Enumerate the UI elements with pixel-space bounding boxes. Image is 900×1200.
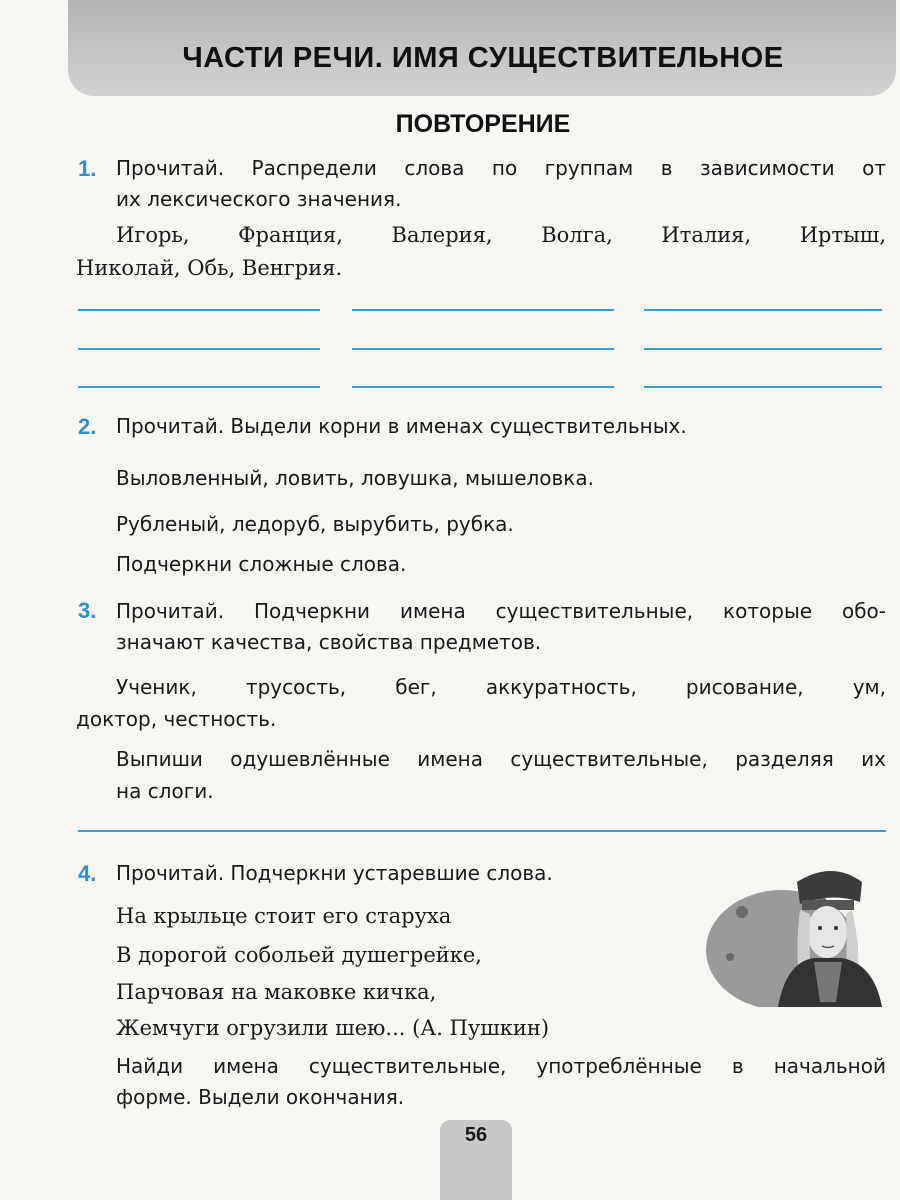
- answer-line: [78, 348, 320, 350]
- exercise-2-number: 2.: [78, 414, 97, 439]
- answer-line: [644, 386, 882, 388]
- exercise-3-instruction-cont: значают качества, свойства предметов.: [116, 630, 542, 654]
- exercise-2-words-1: Выловленный, ловить, ловушка, мышеловка.: [116, 466, 594, 490]
- exercise-1-words: Игорь, Франция, Валерия, Волга, Италия, Иртыш,: [116, 223, 886, 247]
- page-number: 56: [464, 1124, 488, 1146]
- exercise-3-words: Ученик, трусость, бег, аккуратность, рисование, ум,: [116, 675, 886, 699]
- exercise-3-number: 3.: [78, 598, 97, 623]
- exercise-3-instruction: Прочитай. Подчеркни имена существительные, которые обо-: [116, 599, 886, 623]
- answer-line: [352, 386, 614, 388]
- answer-line: [352, 309, 614, 311]
- poem-line-3: Парчовая на маковке кичка,: [116, 980, 437, 1004]
- section-subtitle: ПОВТОРЕНИЕ: [395, 110, 571, 138]
- exercise-1-instruction-cont: их лексического значения.: [116, 187, 402, 211]
- exercise-4-task: Найди имена существительные, употреблённые в начальной: [116, 1054, 886, 1078]
- exercise-4-number: 4.: [78, 861, 97, 886]
- exercise-1-number: 1.: [78, 156, 97, 181]
- exercise-3-task: Выпиши одушевлённые имена существительные, разделяя их: [116, 747, 886, 771]
- exercise-1-words-cont: Николай, Обь, Венгрия.: [76, 256, 343, 280]
- answer-line: [78, 830, 886, 832]
- exercise-3-task-cont: на слоги.: [116, 779, 214, 803]
- exercise-4-instruction: Прочитай. Подчеркни устаревшие слова.: [116, 861, 553, 885]
- answer-line: [644, 309, 882, 311]
- exercise-3-words-cont: доктор, честность.: [76, 707, 277, 731]
- exercise-2-task: Подчеркни сложные слова.: [116, 552, 407, 576]
- exercise-4-task-cont: форме. Выдели окончания.: [116, 1085, 405, 1109]
- answer-line: [644, 348, 882, 350]
- exercise-2-words-2: Рубленый, ледоруб, вырубить, рубка.: [116, 512, 514, 536]
- answer-line: [352, 348, 614, 350]
- answer-line: [78, 309, 320, 311]
- poem-line-1: На крыльце стоит его старуха: [116, 904, 452, 928]
- old-woman-illustration: [702, 862, 882, 1007]
- poem-line-2: В дорогой собольей душегрейке,: [116, 943, 482, 967]
- answer-line: [78, 386, 320, 388]
- exercise-1-instruction: Прочитай. Распредели слова по группам в зависимости от: [116, 156, 886, 180]
- exercise-2-instruction: Прочитай. Выдели корни в именах существительных.: [116, 414, 687, 438]
- poem-line-4: Жемчуги огрузили шею... (А. Пушкин): [116, 1016, 550, 1040]
- page-title: ЧАСТИ РЕЧИ. ИМЯ СУЩЕСТВИТЕЛЬНОЕ: [182, 42, 784, 74]
